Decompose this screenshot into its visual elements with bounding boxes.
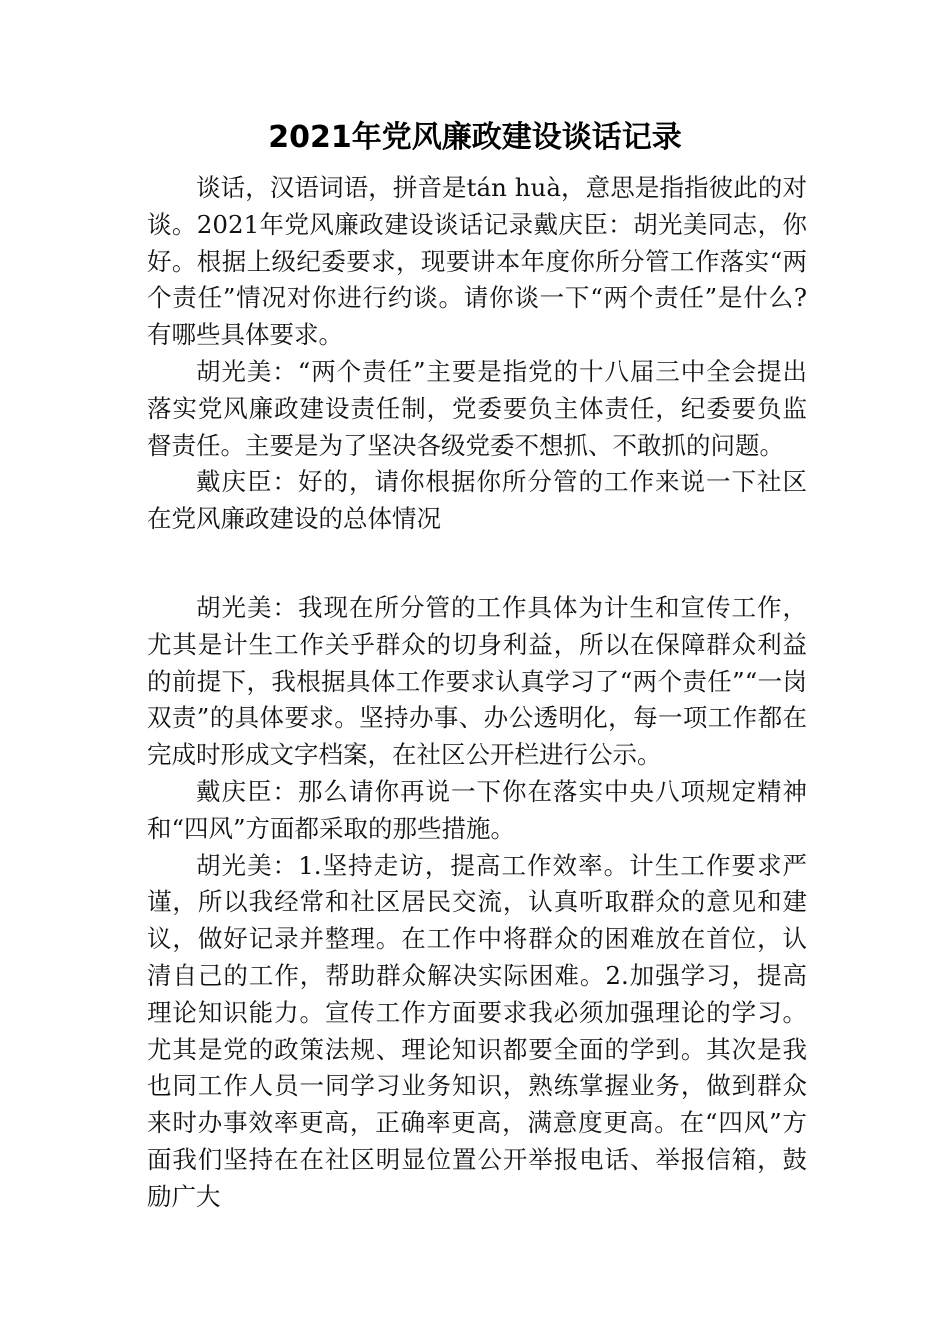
document-body-part-2 bbox=[147, 590, 807, 1216]
paragraph-dai-3: 戴庆臣：那么请你再说一下你在落实中央八项规定精神和“四风”方面都采取的那些措施。 bbox=[147, 776, 807, 843]
paragraph-dai-2: 戴庆臣：好的，请你根据你所分管的工作来说一下社区在党风廉政建设的总体情况 bbox=[147, 467, 807, 534]
paragraph-hu-1: 胡光美：“两个责任”主要是指党的十八届三中全会提出落实党风廉政建设责任制，党委要负主体责任，纪委要负监督责任。主要是为了坚决各级党委不想抓、不敢抓的问题。 bbox=[147, 356, 807, 460]
paragraph-hu-3: 胡光美：1.坚持走访，提高工作效率。计生工作要求严谨，所以我经常和社区居民交流，认真听取群众的意见和建议，做好记录并整理。在工作中将群众的困难放在首位，认清自己的工作，帮助群众解决实际困难。2.加强学习，提高理论知识能力。宣传工作方面要求我必须加强理论的学习。尤其是党的政策法规、理论知识都要全面的学到。其次是我也同工作人员一同学习业务知识，熟练掌握业务，做到群众来时办事效率更高，正确率更高，满意度更高。在“四风”方面我们坚持在在社区明显位置公开举报电话、举报信箱，鼓励广大 bbox=[147, 850, 807, 1211]
paragraph-hu-2: 胡光美：我现在所分管的工作具体为计生和宣传工作，尤其是计生工作关乎群众的切身利益，所以在保障群众利益的前提下，我根据具体工作要求认真学习了“两个责任”“一岗双责”的具体要求。坚持办事、办公透明化，每一项工作都在完成时形成文字档案，在社区公开栏进行公示。 bbox=[147, 593, 807, 770]
document-title: 2021年党风廉政建设谈话记录 bbox=[268, 120, 682, 155]
paragraph-intro: 谈话，汉语词语，拼音是tán huà，意思是指指彼此的对谈。2021年党风廉政建设谈话记录戴庆臣：胡光美同志，你好。根据上级纪委要求，现要讲本年度你所分管工作落实“两个责任”情况对你进行约谈。请你谈一下“两个责任”是什么?有哪些具体要求。 bbox=[147, 173, 807, 350]
document-body-part-1 bbox=[147, 170, 807, 538]
